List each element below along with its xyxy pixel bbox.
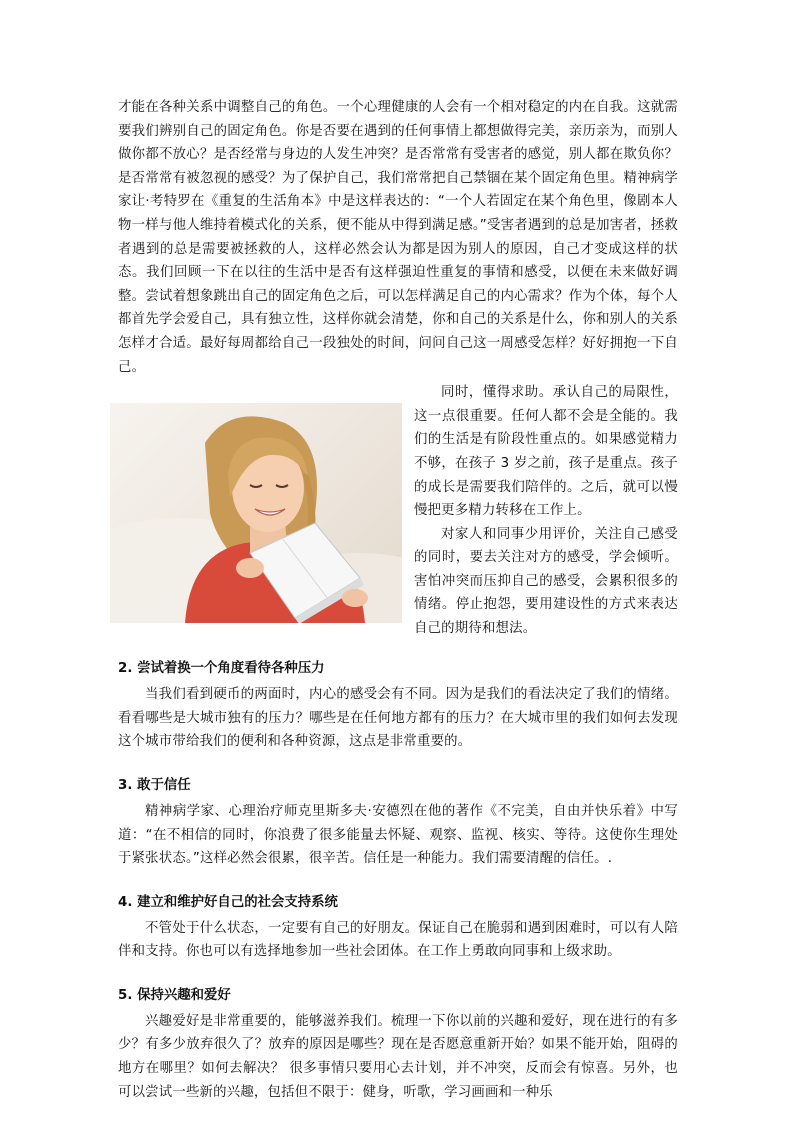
section-2	[118, 659, 678, 754]
paragraph-seek-help: 同时，懂得求助。承认自己的局限性，这一点很重要。任何人都不会是全能的。我们的生活是有阶段性重点的。如果感觉精力不够，在孩子 3 岁之前，孩子是重点。孩子的成长是需要我们陪伴的。之后，就可以慢慢把更多精力转移在工作上。	[414, 385, 678, 519]
image-text-block	[118, 381, 678, 637]
section-heading: 3. 敢于信任	[118, 777, 191, 793]
section-body: 兴趣爱好是非常重要的，能够滋养我们。梳理一下你以前的兴趣和爱好，现在进行的有多少？有多少放弃很久了？放弃的原因是哪些？现在是否愿意重新开始？如果不能开始，阻碍的地方在哪里？如何去解决？ 很多事情只要用心去计划，并不冲突，反而会有惊喜。另外，也可以尝试一些新的兴趣，包括但不限于：健身，听歌，学习画画和一种乐	[118, 1013, 678, 1100]
paragraph-intro: 才能在各种关系中调整自己的角色。一个心理健康的人会有一个相对稳定的内在自我。这就需要我们辨别自己的固定角色。你是否要在遇到的任何事情上都想做得完美，亲历亲为，而别人做你都不放心？是否经常与身边的人发生冲突？是否常常有受害者的感觉，别人都在欺负你？是否常常有被忽视的感受？为了保护自己，我们常常把自己禁锢在某个固定角色里。精神病学家让·考特罗在《重复的生活角本》中是这样表达的：“一个人若固定在某个角色里，像剧本人物一样与他人维持着模式化的关系，便不能从中得到满足感。”受害者遇到的总是加害者，拯救者遇到的总是需要被拯救的人，这样必然会认为都是因为别人的原因，自己才变成这样的状态。我们回顾一下在以往的生活中是否有这样强迫性重复的事情和感受，以便在未来做好调整。尝试着想象跳出自己的固定角色之后，可以怎样满足自己的内心需求？作为个体，每个人都首先学会爱自己，具有独立性，这样你就会清楚，你和自己的关系是什么，你和别人的关系怎样才合适。最好每周都给自己一段独处的时间，问问自己这一周感受怎样？好好拥抱一下自己。	[118, 100, 678, 375]
woman-reading-illustration	[110, 403, 402, 623]
section-body: 不管处于什么状态，一定要有自己的好朋友。保证自己在脆弱和遇到困难时，可以有人陪伴和支持。你也可以有选择地参加一些社会团体。在工作上勇敢向同事和上级求助。	[118, 920, 678, 960]
section-5	[118, 986, 678, 1104]
side-text-column	[414, 381, 678, 641]
section-heading: 5. 保持兴趣和爱好	[118, 987, 231, 1003]
section-body: 精神病学家、心理治疗师克里斯多夫·安德烈在他的著作《不完美，自由并快乐着》中写道：“在不相信的同时，你浪费了很多能量去怀疑、观察、监视、核实、等待。这使你生理处于紧张状态。”这样必然会很累，很辛苦。信任是一种能力。我们需要清醒的信任。.	[118, 803, 678, 867]
section-body: 当我们看到硬币的两面时，内心的感受会有不同。因为是我们的看法决定了我们的情绪。看看哪些是大城市独有的压力？哪些是在任何地方都有的压力？在大城市里的我们如何去发现这个城市带给我们的便利和各种资源，这点是非常重要的。	[118, 687, 678, 750]
photo-woman-reading-book	[110, 403, 402, 623]
section-heading: 2. 尝试着换一个角度看待各种压力	[118, 661, 325, 677]
section-4	[118, 893, 678, 964]
section-3	[118, 776, 678, 871]
paragraph-listen: 对家人和同事少用评价，关注自己感受的同时，要去关注对方的感受，学会倾听。害怕冲突而压抑自己的感受，会累积很多的情绪。停止抱怨，要用建设性的方式来表达自己的期待和想法。	[414, 526, 678, 637]
document-page	[118, 96, 678, 1104]
section-heading: 4. 建立和维护好自己的社会支持系统	[118, 894, 338, 910]
